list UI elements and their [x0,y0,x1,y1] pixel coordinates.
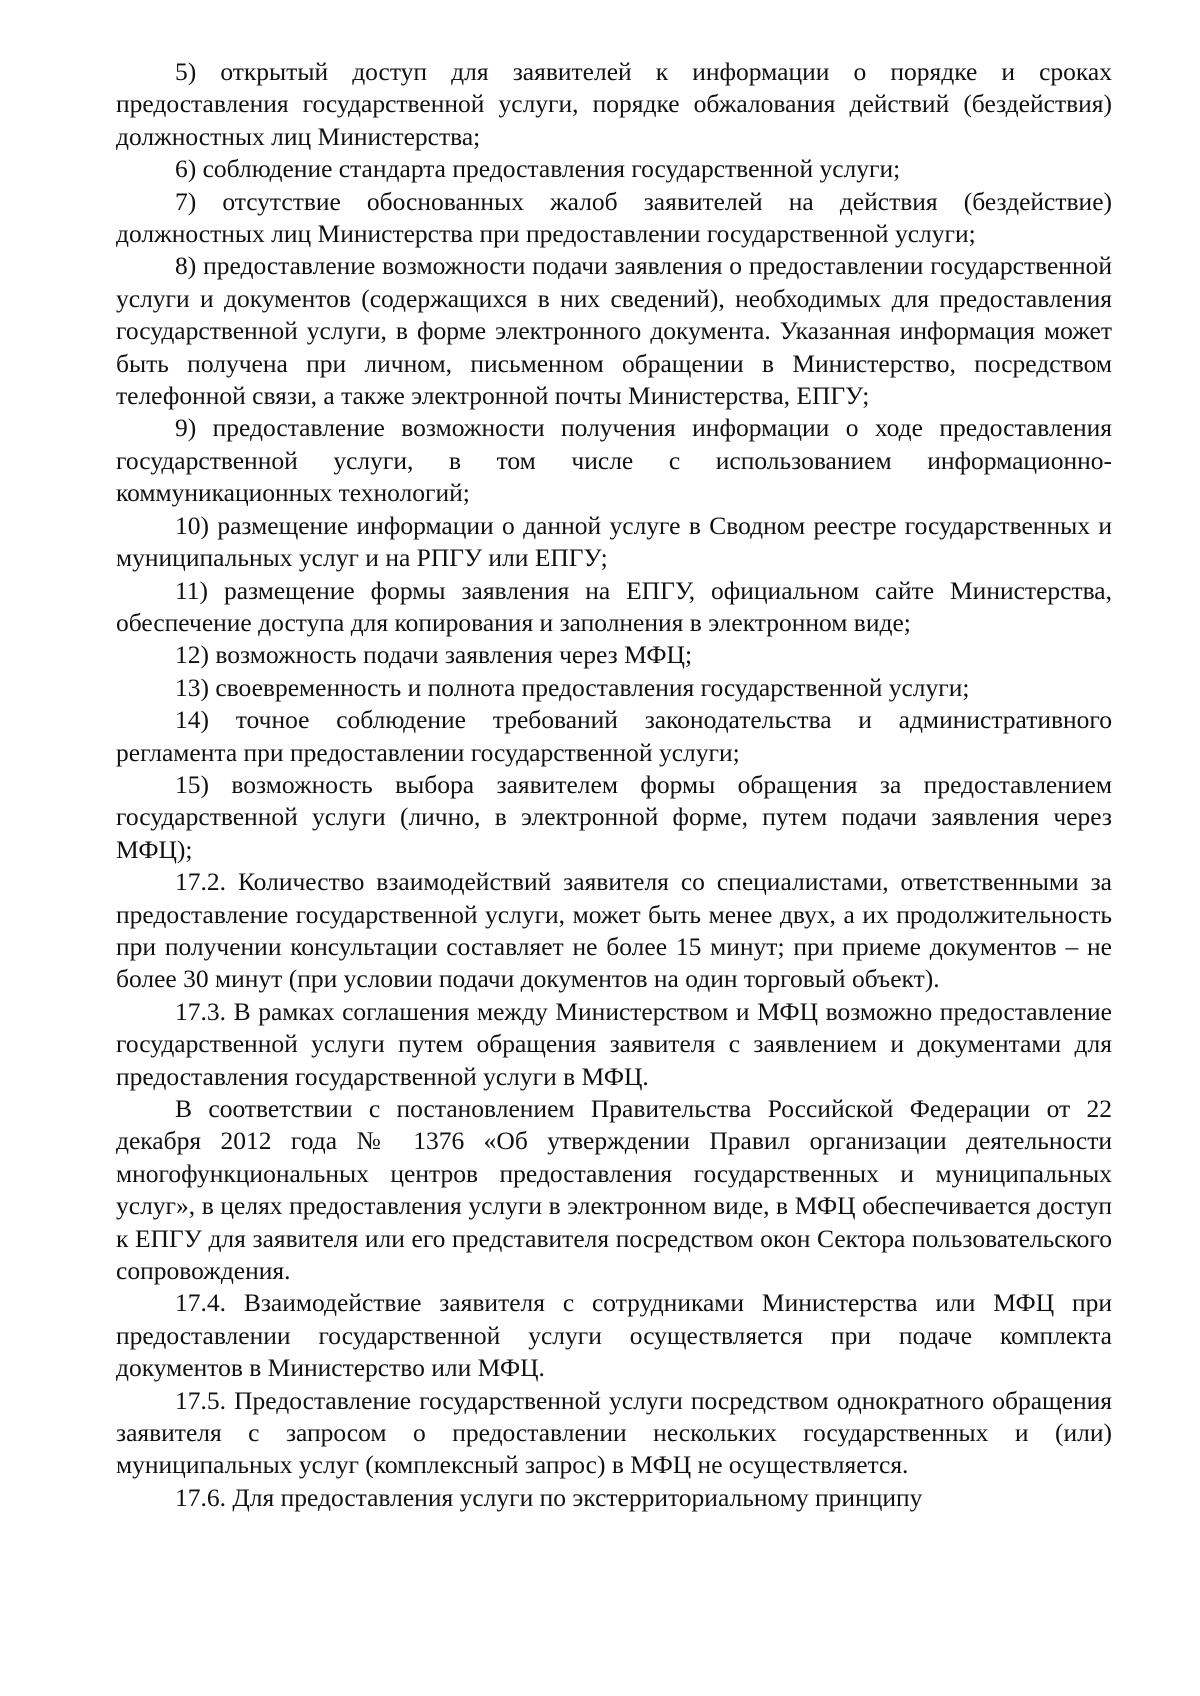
paragraph-item-5: 5) открытый доступ для заявителей к информации о порядке и сроках предоставления государственной услуги, порядке обжалования действий (бездействия) должностных лиц Министерства; [116,57,1112,151]
paragraph-item-10: 10) размещение информации о данной услуге в Сводном реестре государственных и муниципальных услуг и на РПГУ или ЕПГУ; [116,510,1112,573]
paragraph-decree-reference: В соответствии с постановлением Правительства Российской Федерации от 22 декабря 2012 года № 1376 «Об утверждении Правил организации деятельности многофункциональных центров предоставления государственных и муниципальных услуг», в целях предоставления услуги в электронном виде, в МФЦ обеспечивается доступ к ЕПГУ для заявителя или его представителя посредством окон Сектора пользовательского сопровождения. [116,1094,1112,1286]
paragraph-item-14: 14) точное соблюдение требований законодательства и административного регламента при предоставлении государственной услуги; [116,705,1112,767]
paragraph-item-15: 15) возможность выбора заявителем формы обращения за предоставлением государственной услуги (лично, в электронной форме, путем подачи заявления через МФЦ); [116,769,1112,864]
paragraph-section-17-3: 17.3. В рамках соглашения между Министерством и МФЦ возможно предоставление государственной услуги путем обращения заявителя с заявлением и документами для предоставления государственной услуги в МФЦ. [116,996,1112,1091]
paragraph-item-9: 9) предоставление возможности получения информации о ходе предоставления государственной услуги, в том числе с использованием информационно-коммуникационных технологий; [116,413,1112,508]
paragraph-item-11: 11) размещение формы заявления на ЕПГУ, официальном сайте Министерства, обеспечение доступа для копирования и заполнения в электронном виде; [116,575,1112,637]
paragraph-section-17-2: 17.2. Количество взаимодействий заявителя со специалистами, ответственными за предоставление государственной услуги, может быть менее двух, а их продолжительность при получении консультации составляет не более 15 минут; при приеме документов – не более 30 минут (при условии подачи документов на один торговый объект). [116,867,1112,994]
paragraph-item-8: 8) предоставление возможности подачи заявления о предоставлении государственной услуги и документов (содержащихся в них сведений), необходимых для предоставления государственной услуги, в форме электронного документа. Указанная информация может быть получена при личном, письменном обращении в Министерство, посредством телефонной связи, а также электронной почты Министерства, ЕПГУ; [116,251,1112,411]
paragraph-item-12: 12) возможность подачи заявления через МФЦ; [175,640,693,670]
paragraph-item-6: 6) соблюдение стандарта предоставления государственной услуги; [175,154,901,184]
paragraph-section-17-5: 17.5. Предоставление государственной услуги посредством однократного обращения заявителя с запросом о предоставлении нескольких государственных и (или) муниципальных услуг (комплексный запрос) в МФЦ не осуществляется. [116,1385,1112,1480]
paragraph-section-17-6: 17.6. Для предоставления услуги по экстерриториальному принципу [175,1482,923,1512]
paragraph-section-17-4: 17.4. Взаимодействие заявителя с сотрудниками Министерства или МФЦ при предоставлении государственной услуги осуществляется при подаче комплекта документов в Министерство или МФЦ. [116,1288,1112,1383]
paragraph-item-13: 13) своевременность и полнота предоставления государственной услуги; [175,672,970,702]
paragraph-item-7: 7) отсутствие обоснованных жалоб заявителей на действия (бездействие) должностных лиц Министерства при предоставлении государственной услуги; [116,186,1112,249]
document-page [116,56,1112,1514]
